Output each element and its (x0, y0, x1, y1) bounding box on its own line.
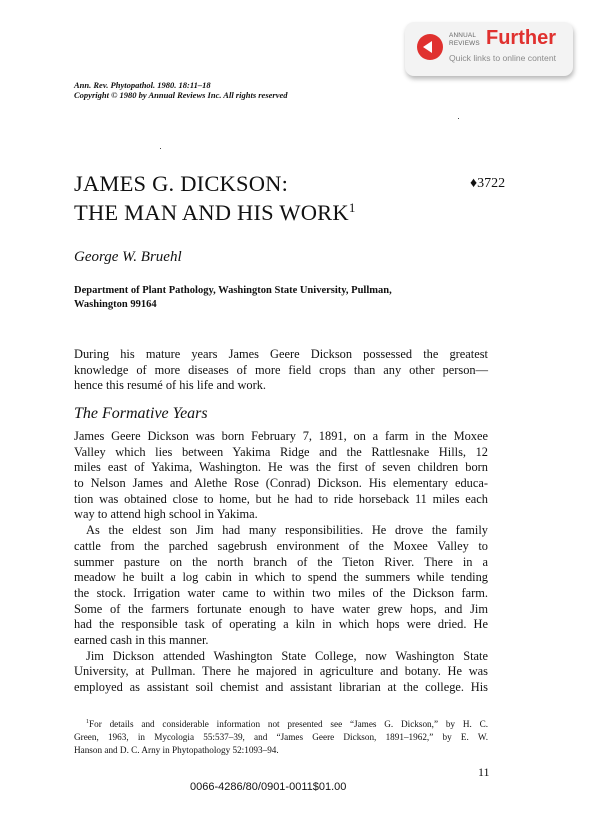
play-circle-icon (417, 34, 443, 60)
text-line: had the responsible task of operating a kiln in which hops were dried. He (74, 617, 488, 632)
text-line: tion was obtained close to home, but he had to ride horseback 11 miles each (74, 491, 488, 506)
journal-reference: Ann. Rev. Phytopathol. 1980. 18:11–18 (74, 80, 211, 90)
copyright-notice: Copyright © 1980 by Annual Reviews Inc. All rights reserved (74, 90, 288, 100)
abstract-paragraph (74, 347, 488, 394)
text-line: As the eldest son Jim had many responsibilities. He drove the family (86, 523, 488, 538)
text-line: to Nelson James and Alethe Rose (Conrad) Dickson. His elementary educa- (74, 476, 488, 491)
text-line: the stock. Irrigation water came to within two miles of the Dickson farm. (74, 585, 488, 600)
text-line: Some of the farmers fortunate enough to have water grew hops, and Jim (74, 601, 488, 616)
text-line: meadow he built a log cabin in which to spend the summers while tending (74, 570, 488, 585)
section-heading: The Formative Years (74, 405, 208, 422)
badge-title: Further (486, 27, 556, 49)
article-id: ♦3722 (470, 176, 506, 191)
affiliation-line1: Department of Plant Pathology, Washington State University, Pullman, (74, 285, 392, 296)
text-line: summer pasture on the north branch of the Tieton River. There in a (74, 554, 488, 569)
body-text (74, 429, 488, 696)
footnote-line: Hanson and D. C. Arny in Phytopathology 52:1093–94. (74, 745, 279, 756)
text-line: employed as assistant soil chemist and assistant librarian at the college. His (74, 680, 488, 694)
article-title-line2 (74, 200, 356, 226)
price-code: 0066-4286/80/0901-0011$01.00 (190, 781, 347, 793)
footnote-line: Green, 1963, in Mycologia 55:537–39, and “James Geere Dickson, 1891–1962,” by E. W. (74, 732, 488, 743)
text-line: Jim Dickson attended Washington State College, now Washington State (86, 648, 488, 663)
footnote (74, 716, 488, 757)
footnote-line (74, 716, 488, 731)
title-footnote-mark[interactable]: 1 (348, 200, 356, 215)
author-name: George W. Bruehl (74, 249, 182, 265)
article-title-line1: JAMES G. DICKSON: (74, 171, 289, 196)
footnote-mark: 1 (86, 719, 89, 725)
page-number: 11 (478, 765, 490, 779)
text-line: cattle from the parched sagebrush environment of the Moxee Valley to (74, 538, 488, 553)
badge-subtitle: Quick links to online content (449, 53, 557, 63)
text-line: knowledge of more diseases of more field crops than any other person— (74, 362, 488, 377)
speck (160, 148, 161, 149)
text-line: way to attend high school in Yakima. (74, 507, 258, 522)
text-line: Valley which lies between Yakima Ridge and the Rattlesnake Hills, 12 (74, 444, 488, 459)
text-line: During his mature years James Geere Dickson possessed the greatest (74, 347, 488, 361)
speck (458, 118, 459, 119)
affiliation-line2: Washington 99164 (74, 299, 157, 310)
footnote-text: For details and considerable information not presented see “James G. Dickson,” by H. C. (89, 719, 488, 730)
text-line: hence this resumé of his life and work. (74, 378, 267, 393)
badge-brand: ANNUAL REVIEWS (449, 32, 480, 47)
text-line: miles east of Yakima, Washington. He was the first of seven children born (74, 460, 488, 475)
text-line: earned cash in this manner. (74, 632, 209, 647)
further-badge[interactable] (405, 22, 573, 76)
text-line: James Geere Dickson was born February 7, 1891, on a farm in the Moxee (74, 429, 488, 443)
text-line: University, at Pullman. There he majored in agriculture and botany. He was (74, 664, 488, 679)
article-title-text: THE MAN AND HIS WORK (74, 200, 349, 225)
